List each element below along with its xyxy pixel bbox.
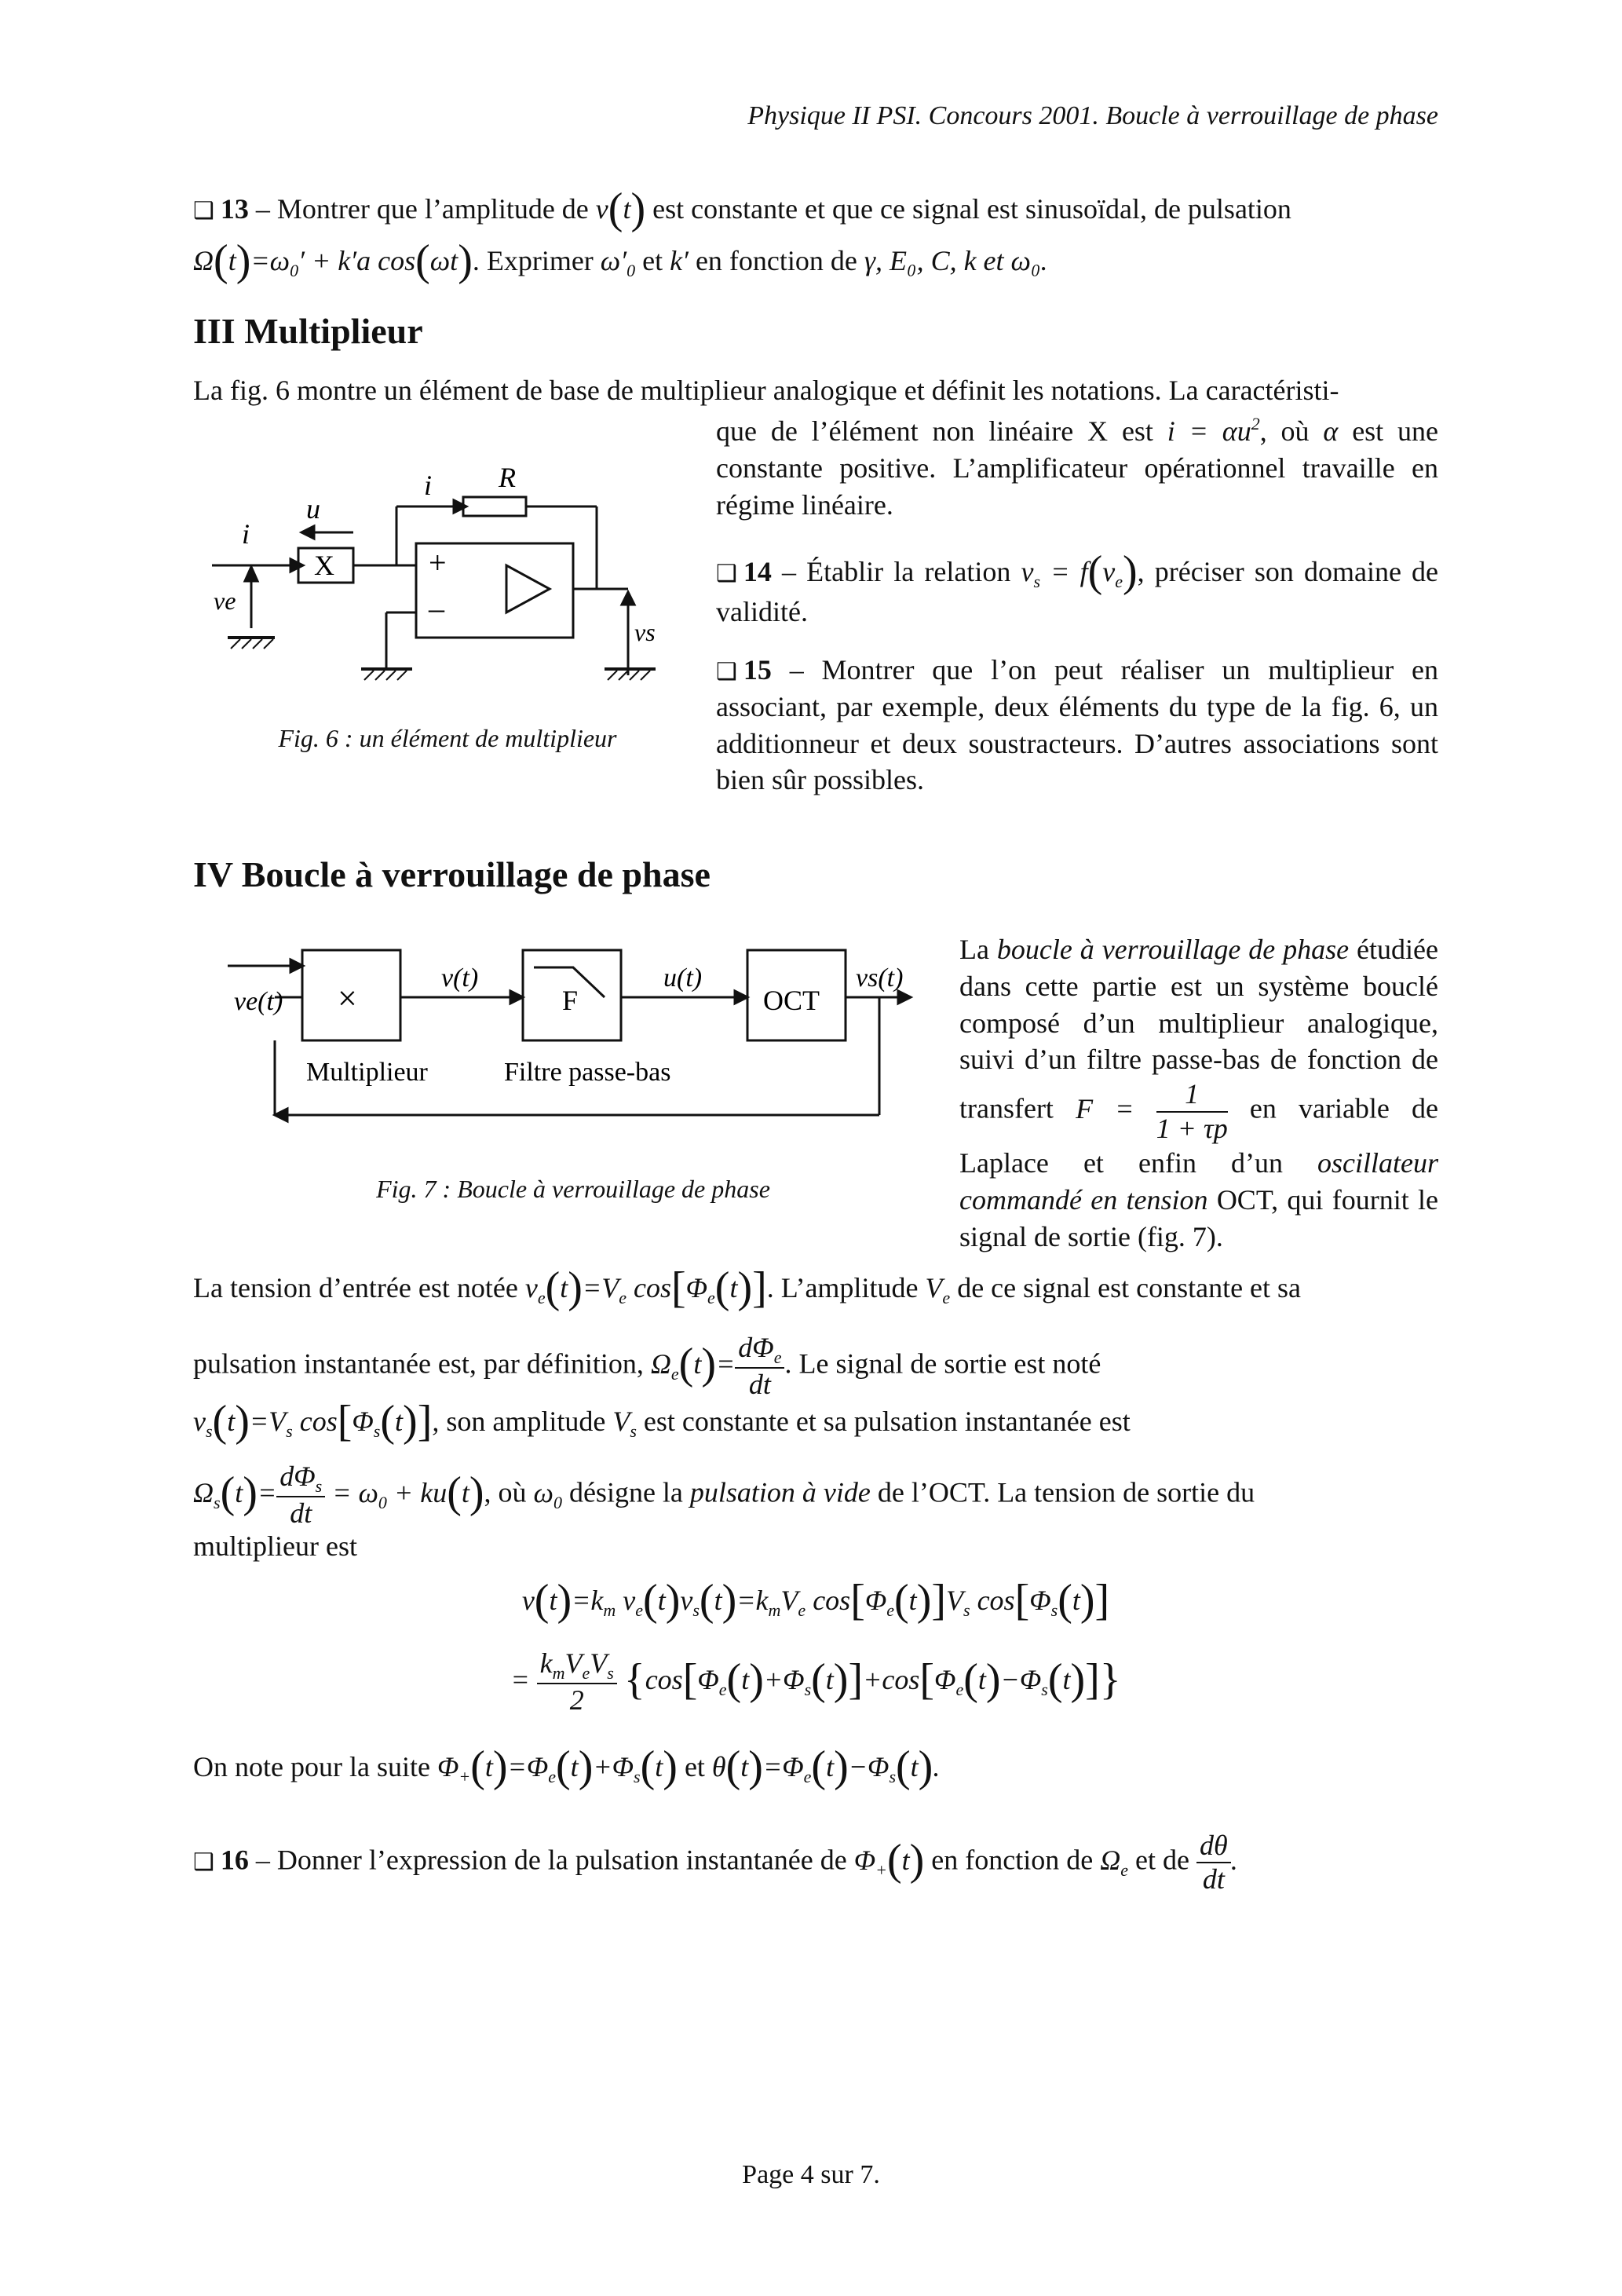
- q13-text-b: est constante et que ce signal est sinusoïdal, de pulsation: [652, 193, 1291, 225]
- arrow-right-icon: [510, 991, 523, 1004]
- paragraph-omega-s: [193, 1461, 1438, 1530]
- question-14: [716, 547, 1439, 631]
- q16-a: – Donner l’expression de la pulsation instantanée de: [255, 1844, 847, 1876]
- question-number: 14: [743, 556, 772, 587]
- math-ve-def: $v_e(t)=V_e$ $\cos[\Phi_e(t)]$: [524, 1263, 767, 1312]
- intro-e: oscillateur commandé en tension: [959, 1146, 1439, 1216]
- checkbox-icon: ❑: [716, 560, 737, 587]
- q13-text-a: – Montrer que l’amplitude de: [255, 193, 589, 225]
- p3-c: est constante et sa pulsation instantanée est: [643, 1406, 1131, 1437]
- p1-b: . L’amplitude: [766, 1272, 919, 1303]
- intro-cont-b: , où: [1259, 415, 1310, 447]
- intro-b: boucle à verrouillage de phase: [996, 934, 1350, 965]
- intro-cont-a: que de l’élément non linéaire X est: [716, 415, 1153, 447]
- math-vs-def: $v_s(t)=V_s$ $\cos[\Phi_s(t)]$,: [193, 1397, 440, 1446]
- label-lowpass-filter: Filtre passe-bas: [504, 1058, 671, 1087]
- label-vs-t: vs(t): [856, 963, 904, 993]
- p4-b: , où: [484, 1476, 527, 1508]
- math-theta-def: $\theta(t)=\Phi_e(t)-\Phi_s(t)$.: [711, 1742, 941, 1791]
- page-header: Physique II PSI. Concours 2001. Boucle à verrouillage de phase: [747, 101, 1438, 130]
- checkbox-icon: ❑: [193, 1848, 214, 1876]
- label-r: R: [499, 462, 516, 493]
- math-vs-f-ve: $v_s = f(v_e)$: [1021, 547, 1138, 596]
- section-4-title: IV Boucle à verrouillage de phase: [193, 854, 711, 894]
- math-omega-expression: $\Omega(t)=\omega_0' + k'a$ cos(ωt): [193, 236, 473, 285]
- math-phi-plus: $\Phi_+(t)$: [853, 1835, 925, 1885]
- p4-e: de l’OCT. La tension de sortie du: [877, 1476, 1255, 1508]
- p2-a: pulsation instantanée est, par définition,: [193, 1347, 644, 1380]
- section-3-intro: La fig. 6 montre un élément de base de multiplieur analogique et définit les notations. La caractéristi-: [193, 375, 1339, 406]
- p3-b: son amplitude: [446, 1406, 606, 1437]
- question-13: [193, 187, 1438, 231]
- q16-b: en fonction de: [931, 1844, 1094, 1876]
- math-Ve: $V_e$: [925, 1272, 951, 1307]
- q15-text: – Montrer que l’on peut réaliser un multiplieur en associant, par exemple, deux éléments du type de la fig. 6, un additionneur et deux soustracteurs. D’autres associations sont bien sûr possibles.: [716, 654, 1438, 796]
- p1-a: La tension d’entrée est notée: [193, 1272, 518, 1303]
- paragraph-instant-pulsation: [193, 1332, 1438, 1402]
- equation-v-line2: = $\frac{k_mV_eV_s}{2}$ $\{\cos[\Phi_e(t)+\Phi_s(t)]+\cos[\Phi_e(t)-\Phi_s(t)]\}$: [510, 1647, 1121, 1717]
- label-plus: +: [429, 545, 447, 580]
- math-phi-plus-def: $\Phi_+(t)=\Phi_e(t)+\Phi_s(t)$: [437, 1742, 678, 1791]
- p2-b: . Le signal de sortie est noté: [784, 1347, 1101, 1380]
- page-footer: Page 4 sur 7.: [742, 2160, 880, 2189]
- multiplier-symbol: ×: [338, 979, 357, 1018]
- math-transfer-function: F = $\frac{1}{1 + \tau p}$: [1076, 1078, 1228, 1144]
- q13-text-e: en fonction de: [695, 245, 857, 276]
- math-v-t: v(t): [595, 185, 646, 233]
- intro-c: étudiée dans cette partie est un système bouclé composé d’un multiplieur analogique, suivi d’un filtre passe-bas de fonction de transfert: [959, 934, 1438, 1124]
- arrow-right-icon: [454, 500, 466, 513]
- label-ve-t: ve(t): [234, 987, 283, 1016]
- paragraph-notation: [193, 1742, 1438, 1791]
- p4-c: désigne la: [568, 1476, 683, 1508]
- math-dtheta-dt: $\frac{d\theta}{dt}$ .: [1196, 1844, 1238, 1876]
- paragraph-multiplier-output: multiplieur est: [193, 1530, 357, 1562]
- arrow-up-icon: [622, 592, 634, 605]
- q13-text-c: . Exprimer: [472, 245, 594, 276]
- math-i-alpha-u2: $i = \alpha u^2$: [1167, 414, 1260, 447]
- q16-c: et de: [1135, 1844, 1190, 1876]
- intro-a: La: [959, 934, 989, 965]
- question-number: 16: [220, 1844, 249, 1876]
- arrow-up-icon: [245, 567, 258, 581]
- arrow-right-icon: [898, 991, 911, 1004]
- label-oct: OCT: [763, 985, 820, 1016]
- question-13-line2: [193, 236, 1438, 285]
- math-Vs: $V_s$: [612, 1406, 637, 1441]
- p1-c: de ce signal est constante et sa: [957, 1272, 1302, 1303]
- math-omega-e-def: $\Omega_e(t)=$ $\frac{d\Phi_e}{dt}$: [651, 1348, 785, 1380]
- math-omega0: $\omega_0$: [533, 1476, 562, 1512]
- arrow-right-icon: [735, 991, 747, 1004]
- q14-text-a: – Établir la relation: [782, 556, 1011, 587]
- label-f: F: [562, 985, 579, 1016]
- label-i-input: i: [242, 518, 250, 550]
- p4-d: pulsation à vide: [689, 1476, 871, 1508]
- label-i-feedback: i: [424, 470, 433, 501]
- math-k-prime: k′: [670, 245, 689, 276]
- question-number: 13: [220, 193, 249, 225]
- paragraph-output-signal: [193, 1397, 1438, 1446]
- label-multiplier: Multiplieur: [306, 1058, 428, 1087]
- label-vs: vs: [634, 618, 656, 646]
- resistor-r: [463, 497, 526, 516]
- math-omega-e: $\Omega_e$: [1100, 1844, 1129, 1880]
- equation-v-line1: $v(t)=k_m$ $v_e(t)v_s(t)=k_mV_e$ $\cos[\Phi_e(t)]V_s$ $\cos[\Phi_s(t)]$: [521, 1576, 1110, 1625]
- math-omega0-prime: $\omega'_0$: [600, 245, 636, 280]
- section-3-title: III Multiplieur: [193, 311, 423, 351]
- paragraph-input-voltage: [193, 1263, 1438, 1312]
- q13-params: γ, E₀, C, k et ω₀.: [864, 245, 1048, 276]
- arrow-left-icon: [275, 1109, 287, 1121]
- label-ve: ve: [214, 587, 236, 615]
- intro-f: OCT, qui fournit le signal de sortie (fig. 7).: [959, 1183, 1438, 1252]
- arrow-icon: [290, 559, 303, 572]
- checkbox-icon: ❑: [193, 197, 214, 225]
- figure-6-circuit: [204, 455, 691, 707]
- checkbox-icon: ❑: [716, 658, 737, 686]
- p6-a: On note pour la suite: [193, 1751, 430, 1782]
- q13-text-d: et: [642, 245, 663, 276]
- q14-text-b: , préciser son domaine de validité.: [716, 556, 1439, 627]
- p6-b: et: [684, 1751, 705, 1782]
- question-15: [716, 652, 1438, 799]
- section-4-intro: [959, 931, 1438, 1255]
- intro-d: en variable de Laplace et enfin d’un: [959, 1092, 1439, 1179]
- math-omega-s-def: $\Omega_s(t)=$ $\frac{d\Phi_s}{dt}$ = $\omega_0 + ku(t)$: [193, 1461, 484, 1530]
- figure-7-caption: Fig. 7 : Boucle à verrouillage de phase: [376, 1175, 770, 1203]
- label-minus: –: [429, 590, 444, 626]
- intro-cont-c: est une constante positive. L’amplificateur opérationnel travaille en régime linéaire.: [716, 415, 1439, 521]
- figure-6-caption: Fig. 6 : un élément de multiplieur: [278, 724, 617, 752]
- label-u: u: [306, 493, 320, 525]
- op-amp-triangle: [506, 565, 550, 612]
- section-3-intro-cont: [716, 413, 1438, 523]
- label-x: X: [314, 550, 334, 581]
- figure-7-block-diagram: [220, 934, 926, 1139]
- arrow-left-icon: [301, 526, 314, 539]
- math-alpha: α: [1323, 415, 1339, 447]
- question-number: 15: [743, 654, 772, 686]
- label-v-t: v(t): [441, 963, 479, 993]
- label-u-t: u(t): [663, 963, 703, 993]
- question-16: [193, 1830, 1438, 1896]
